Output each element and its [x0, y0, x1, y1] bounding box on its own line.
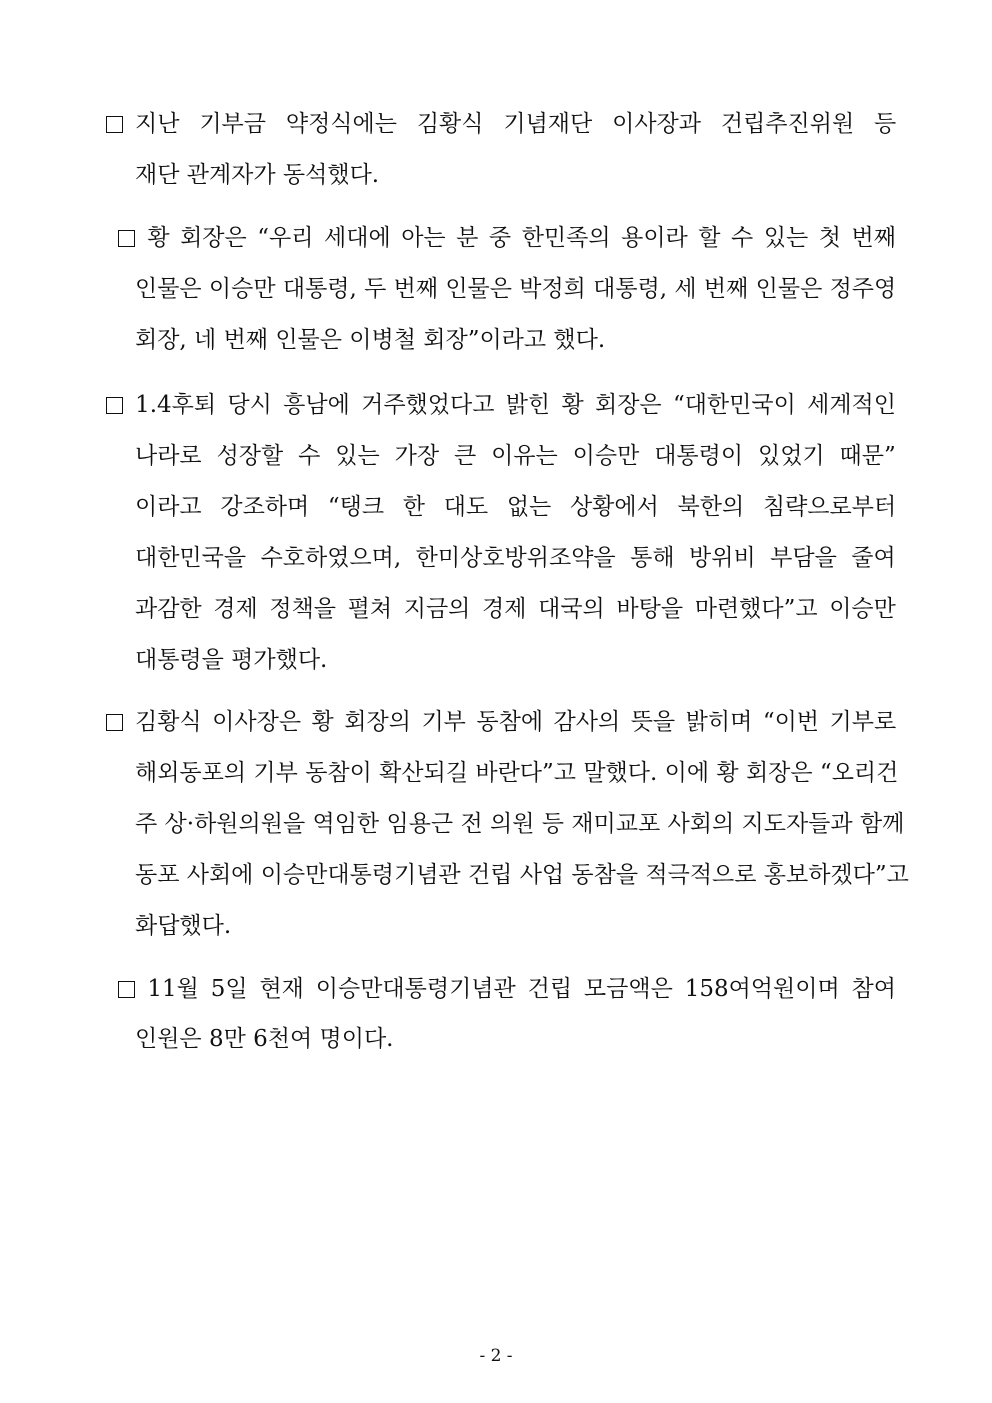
paragraph-2-line-2	[135, 274, 896, 304]
checkbox-square-icon	[106, 390, 135, 420]
page-number: - 2 -	[479, 1346, 513, 1366]
paragraph-text: 김황식 이사장은 황 회장의 기부 동참에 감사의 뜻을 밝히며 “이번 기부로	[135, 709, 897, 735]
paragraph-4-line-3	[135, 809, 905, 839]
paragraph-1-line-1	[106, 109, 896, 139]
paragraph-5-line-1	[118, 974, 896, 1004]
paragraph-3-line-1	[106, 390, 896, 420]
paragraph-4-line-5: 화답했다.	[135, 913, 232, 939]
paragraph-text: 이라고 강조하며 “탱크 한 대도 없는 상황에서 북한의 침략으로부터	[135, 494, 897, 520]
checkbox-square-icon	[106, 707, 135, 737]
checkbox-square-icon	[106, 109, 135, 139]
paragraph-text: 1.4후퇴 당시 흥남에 거주했었다고 밝힌 황 회장은 “대한민국이 세계적인	[135, 392, 896, 418]
paragraph-3-line-2	[135, 441, 896, 471]
paragraph-3-line-3	[135, 492, 896, 522]
paragraph-text: 나라로 성장할 수 있는 가장 큰 이유는 이승만 대통령이 있었기 때문”	[135, 443, 896, 469]
paragraph-1-line-2: 재단 관계자가 동석했다.	[135, 162, 380, 188]
paragraph-5-line-2: 인원은 8만 6천여 명이다.	[135, 1026, 394, 1052]
paragraph-2-line-1	[118, 223, 896, 253]
paragraph-text: 황 회장은 “우리 세대에 아는 분 중 한민족의 용이라 할 수 있는 첫 번째	[147, 225, 896, 251]
paragraph-3-line-4	[135, 543, 896, 573]
paragraph-text: 동포 사회에 이승만대통령기념관 건립 사업 동참을 적극적으로 홍보하겠다”고	[135, 862, 909, 888]
paragraph-text: 대한민국을 수호하였으며, 한미상호방위조약을 통해 방위비 부담을 줄여	[135, 545, 896, 571]
paragraph-text: 해외동포의 기부 동참이 확산되길 바란다”고 말했다. 이에 황 회장은 “오리건	[135, 760, 899, 786]
paragraph-4-line-2	[135, 758, 899, 788]
paragraph-text: 주 상·하원의원을 역임한 임용근 전 의원 등 재미교포 사회의 지도자들과 함께	[135, 811, 905, 837]
paragraph-3-line-5	[135, 594, 896, 624]
paragraph-text: 11월 5일 현재 이승만대통령기념관 건립 모금액은 158여억원이며 참여	[147, 976, 896, 1002]
paragraph-4-line-4	[135, 860, 909, 890]
paragraph-2-line-3: 회장, 네 번째 인물은 이병철 회장”이라고 했다.	[135, 327, 606, 353]
checkbox-square-icon	[118, 223, 147, 253]
checkbox-square-icon	[118, 974, 147, 1004]
paragraph-text: 과감한 경제 정책을 펼쳐 지금의 경제 대국의 바탕을 마련했다”고 이승만	[135, 596, 896, 622]
paragraph-4-line-1	[106, 707, 896, 737]
paragraph-text: 인물은 이승만 대통령, 두 번째 인물은 박정희 대통령, 세 번째 인물은 정주영	[135, 276, 897, 302]
paragraph-3-line-6: 대통령을 평가했다.	[135, 647, 328, 673]
paragraph-text: 지난 기부금 약정식에는 김황식 기념재단 이사장과 건립추진위원 등	[135, 111, 897, 137]
